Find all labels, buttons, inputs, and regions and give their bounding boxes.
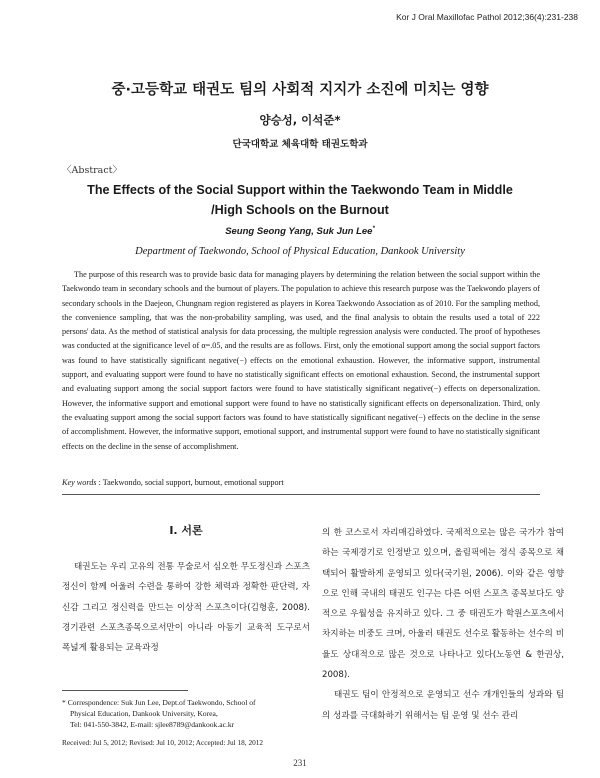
intro-paragraph-1: 의 한 코스로서 자리매김하였다. 국제적으로는 많은 국가가 참여하는 국제경기로 인정받고 있으며, 올림픽에는 정식 종목으로 채택되어 활발하게 운영되고 있다(국기원, 2006). 이와 같은 영향으로 인해 국내의 태권도 인구는 다른 어떤 스포츠 종목보다도 양적으로 우월성을 유지하고 있다. 그 중 태권도가 학원스포츠에서 차지하는 비중도 크며, 아울러 태권도 선수로 활동하는 선수의 비율도 상대적으로 많은 것으로 나타나고 있다(노동연 & 한권상, 2008). <box>322 528 564 681</box>
abstract-body: The purpose of this research was to provide basic data for managing players by determining the relation between the social support within the Taekwondo team in secondary schools and the burnout of players. The population to achieve this research purpose was the Taekwondo players of secondary schools in the Daejeon, Chungnam region registered as players in Korea Taekwondo Association as of 2010. For the sampling method, the convenience sampling, that was the non-probability sampling, was used, and the final analysis to obtain the results used a total of 222 persons' data. As the method of statistical analysis for data processing, the multiple regression analysis were conducted. The proof of hypotheses was conducted at the significance level of α=.05, and the results are as follows. First, only the emotional support among the social support factors was found to have statistically significant negative(−) effects on the emotional exhaustion. However, the informative support, instrumental support, and evaluating support were found to have no statistically significant effects on emotional exhaustion. Second, the instrumental support and evaluating support among the social support factors were found to have statistically significant negative(−) effects on depersonalization. However, the informative support and emotional support were found to have no statistically significant effects on depersonalization. Third, only the evaluating support among the social support factors was found to have statistically significant negative(−) effects on the decline in the sense of accomplishment. However, the informative support, emotional support, and instrumental support were found to have no statistically significant effects on the decline in the sense of accomplishment. <box>62 270 540 451</box>
english-affiliation: Department of Taekwondo, School of Physical Education, Dankook University <box>135 246 465 257</box>
keywords <box>62 478 540 487</box>
abstract-tag: 〈Abstract〉 <box>62 165 122 176</box>
received-dates: Received: Jul 5, 2012; Revised: Jul 10, 2012; Accepted: Jul 18, 2012 <box>62 738 264 747</box>
journal-citation: Kor J Oral Maxillofac Pathol 2012;36(4):231-238 <box>396 12 578 22</box>
korean-authors: 양승성, 이석준* <box>259 113 341 127</box>
section-divider <box>62 494 540 495</box>
section-heading-introduction: Ⅰ. 서론 <box>169 524 203 537</box>
intro-paragraph-2: 태권도 팀이 안정적으로 운영되고 선수 개개인들의 성과와 팀의 성과를 극대화하기 위해서는 팀 운영 및 선수 관리 <box>322 690 564 721</box>
korean-affiliation: 단국대학교 체육대학 태권도학과 <box>232 139 368 150</box>
keywords-text: : Taekwondo, social support, burnout, emotional support <box>98 478 284 487</box>
english-title <box>40 180 560 220</box>
english-title-line1: The Effects of the Social Support within the Taekwondo Team in Middle <box>87 183 513 197</box>
english-title-line2: /High Schools on the Burnout <box>211 203 389 217</box>
footnote-divider <box>62 690 188 691</box>
footnote-line3: Tel: 041-550-3842, E-mail: sjlee8789@dankook.ac.kr <box>70 720 235 729</box>
footnote-line1: * Correspondence: Suk Jun Lee, Dept.of Taekwondo, School of <box>62 698 256 707</box>
page-number: 231 <box>293 758 307 768</box>
footnote-line2: Physical Education, Dankook University, Korea, <box>70 709 218 718</box>
correspondence-footnote <box>62 697 312 730</box>
korean-title: 중·고등학교 태권도 팀의 사회적 지지가 소진에 미치는 영향 <box>111 82 489 98</box>
intro-right-column <box>322 523 564 726</box>
english-authors <box>0 226 600 237</box>
intro-left-column: 태권도는 우리 고유의 전통 무술로서 심오한 무도정신과 스포츠정신이 함께 어울려 수련을 통하여 강한 체력과 정확한 판단력, 자신감 그리고 정신력을 만드는 이상적 스포츠이다(김형훈, 2008). 경기관련 스포츠종목으로서만이 아니라 아동기 교육적 도구로서 폭넓게 활용되는 교육과정 <box>62 562 310 654</box>
corresponding-mark: * <box>372 226 375 232</box>
english-authors-names: Seung Seong Yang, Suk Jun Lee <box>225 226 373 238</box>
keywords-label: Key words <box>62 478 97 487</box>
